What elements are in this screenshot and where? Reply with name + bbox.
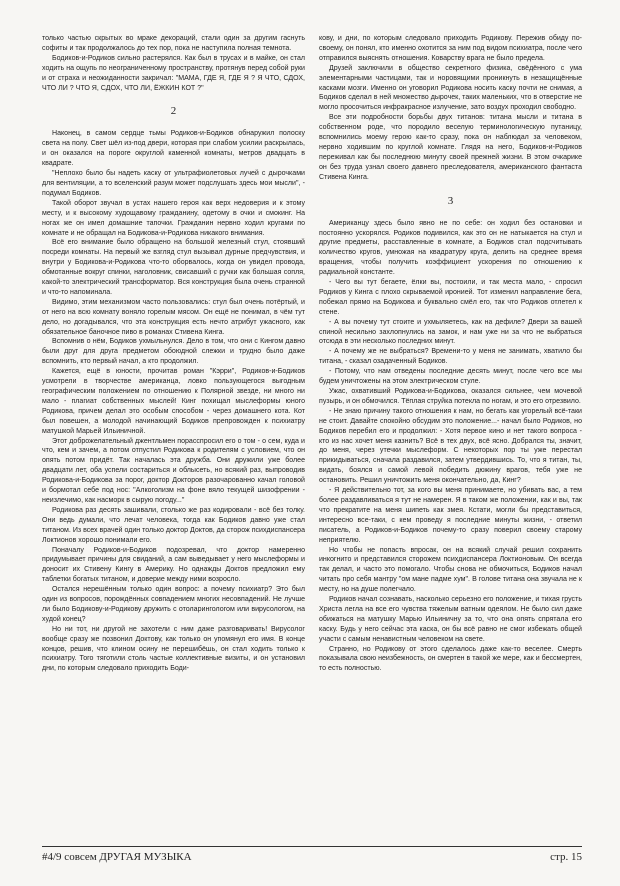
right-column bbox=[319, 34, 582, 844]
paragraph: - А почему же не выбраться? Времени-то у меня не занимать, хватило бы титана, - сказал озадаченный Бодиков. bbox=[319, 348, 582, 366]
paragraph: - Я действительно тот, за кого вы меня принимаете, но убивать вас, а тем более раздавливаться я тут не намерен. Я в таком же положении, как и вы, так что прекратите на меня шипеть как змея. Кстати, могли бы представиться, интересно все-таки, с кем проведу я последние минуты жизни, - ответил писатель, а Родиков-и-Бодиков почему-то сразу поверил своему старому неприятелю. bbox=[319, 487, 582, 544]
magazine-issue-title: #4/9 совсем ДРУГАЯ МУЗЫКА bbox=[42, 851, 192, 863]
paragraph: Видимо, этим механизмом часто пользовались: стул был очень потёртый, и от него на всю комнату воняло горелым мясом. Он ещё не понимал, в чём тут дело, но догадывался, что эта конструкция есть нечто атрибут ужасного, как обязательное баночное пиво в романах Стивена Кинга. bbox=[42, 298, 305, 336]
paragraph: Странно, но Родикову от этого сделалось даже как-то веселее. Смерть показывала свою неизбежность, он смертен в такой же мере, как и бессмертен, то есть полностью. bbox=[319, 645, 582, 673]
paragraph: Друзей заключили в общество секретного физика, свёдённого с ума элементарными частицами, так и норовящими проникнуть в незащищённые касками мозги. Именно он уговорил Родикова носить каску почти не снимая, а Бодиков сделал в ней множество дырочек, таких маленьких, что в отверстие не могло просочиться инфракрасное излучение, зато воздух проходил свободно. bbox=[319, 64, 582, 112]
paragraph: Но ни тот, ни другой не захотели с ним даже разговаривать! Вирусолог вообще сразу же позвонил Доктову, как только он упомянул его имя. В конце концов, решив, что клином осину не перешибёшь, он стал ходить только к психиатру. Того тяготили столь частые коллективные визиты, и он установил дни, по которым следовало приходить Боди- bbox=[42, 625, 305, 673]
paragraph: Все эти подробности борьбы двух титанов: титана мысли и титана в собственном роде, что породило веселую терминологическую путаницу, вспомнились моему герою как-то сразу, пока он наблюдал за человеком, нервно ходившим по круглой комнате. Глядя на него, Бодиков-и-Родиков переживал как бы последнюю минуту своей прежней жизни. В этом очкарике он без труда узнал своего давнего преследователя, американского фантаста Стивена Кинга. bbox=[319, 114, 582, 181]
paragraph: - Чего вы тут бегаете, ёлки вы, постоили, и так места мало, - спросил Родиков у Кинга с плохо скрываемой иронией. Тот изменил направление бега, побежал прямо на Бодикова и буквально смёл его, так что Родиков отлетел к стене. bbox=[319, 279, 582, 316]
paragraph: Родикова раз десять зашивали, столько же раз кодировали - всё без толку. Они ведь думали, что лечат человека, тогда как Бодиков давно уже стал титаном. Из всех врачей один только доктор Доктов, да сторож психдиспансера Локтионов хорошо понимали его. bbox=[42, 506, 305, 544]
paragraph: Американцу здесь было явно не по себе: он ходил без остановки и постоянно ускорялся. Родиков подивился, как это он не натыкается на стул и другие предметы, расставленные в комнате, а Бодиков стал подсчитывать количество кругов, умножая на квадратуру круга, делить на среднее время вращения, чтобы получить коэффициент ускорения по отношению к радиальной константе. bbox=[319, 219, 582, 277]
paragraph: Бодиков-и-Родиков сильно растерялся. Как был в трусах и в майке, он стал ходить на ощупь по неограниченному пространству, протянув перед собой руки и от страха и неожиданности закричал: "МАМА, ГДЕ Я, ГДЕ Я ? Я ЧТО, СДОХ, ЧТО ЛИ ? ЧТО Я, СДОХ, ЧТО ЛИ, ЁЖКИН КОТ ?" bbox=[42, 54, 305, 92]
paragraph: - Не знаю причину такого отношения к нам, но бегать как угорелый всё-таки не стоит. Давайте спокойно обсудим это положение...- начал было Родиков, но Бодиков перебил его и продолжил: - Хотя первое кино и нет такого вопроса - кто из нас хочет меня казнить? Всё в тех двух, всё ясно. Добрался ты, значит, до меня, через утечки мыслеформ. С некоторых пор ты уже перестал прикидываться, сначала раздавился, затем утвердившись. То, что я титан, ты, видать, боялся и самой левой победить дюжину врагов, тебя уже не остановить. Решил уничтожить меня окончательно, да, Кинг? bbox=[319, 407, 582, 485]
section-number: 2 bbox=[170, 105, 177, 118]
paragraph: Кажется, ещё в юности, прочитав роман "Кэрри", Родиков-и-Бодиков усмотрели в творчестве американца, ловко пользующегося выгодным географическим положением по отношению к Полярной звезде, ни много ни мало - плагиат собственных мыслей! Кинг похищал мыслеформы юного Родикова, причем делал это особым способом - через домашнего кота. Кот был повешен, а молодой начинающий Бодиков препровожден к психиатру матушкой Марьей Ильиничной. bbox=[42, 368, 305, 435]
paragraph: Этот доброжелательный джентльмен порасспросил его о том - о сем, куда и что, кем и зачем, а потом отпустил Родикова к родителям с условием, что он опять потом придёт. Так началась эта дружба. Они дружили уже более двадцати лет, оба успели состариться и облысеть, но всякий раз, выпроводив Родикова-и-Бодикова за порог, доктор Докторов разочарованно качал головой и бормотал себе под нос: "Алкоголизм на фоне вяло текущей шизофрении - неизлечимо, как насморк в сырую погоду..." bbox=[42, 437, 305, 504]
paragraph: кову, и дни, по которым следовало приходить Родикову. Пережив обиду по-своему, он понял, кто именно охотится за ним под видом психиатра, после чего отправился выяснять отношения. Коварству врага не было предела. bbox=[319, 35, 582, 62]
page-number: стр. 15 bbox=[550, 851, 582, 863]
paragraph: "Неплохо было бы надеть каску от ультрафиолетовых лучей с дырочками для вентиляции, а то вселенский разум может подслушать здесь мои мысли", - подумал Бодиков. bbox=[42, 170, 305, 197]
text-columns bbox=[42, 34, 582, 844]
paragraph: Родиков начал сознавать, насколько серьезно его положение, и тихая грусть Христа легла на все его чувства тяжелым ватным одеялом. Не было сил даже обижаться на матушку Марью Ильиничну за то, что она опять спрятала его каску. Будь у него сейчас эта каска, он бы всё равно не смог избежать общей участи с самым ненавистным человеком на свете. bbox=[319, 596, 582, 643]
paragraph: Ужас, охвативший Родикова-и-Бодикова, оказался сильнее, чем мочевой пузырь, и он обмочился. Тёплая струйка потекла по ногам, и это его отрезвило. bbox=[319, 388, 582, 405]
paragraph: только частью скрытых во мраке декораций, стали один за другим гаснуть софиты и так продолжалось до тех пор, пока не наступила полная темнота. bbox=[42, 35, 305, 52]
paragraph: Такой оборот звучал в устах нашего героя как верх недоверия и к этому месту, и к высокому худощавому гражданину, одетому в очки и смокинг. На ногах же он имел домашние тапочки. Гражданин нервно ходил кругами по комнате и не обращал на Бодикова-и-Родикова никакого внимания. bbox=[42, 199, 305, 237]
paragraph: Поначалу Родиков-и-Бодиков подозревал, что доктор намеренно придумывает причины для свиданий, а сам выведывает у него мыслеформы и доносит их Стивену Кингу в Америку. Но однажды Доктов предложил ему таблетки богатых титаном, и доверие между ними возросло. bbox=[42, 546, 305, 584]
paragraph: Остался нерешённым только один вопрос: а почему психиатр? Это был один из вопросов, порождённых совпадением многих несовпадений. Не лучше ли было Бодикову-и-Родикову дружить с отоларингологом или вирусологом, на худой конец? bbox=[42, 586, 305, 623]
section-number: 3 bbox=[447, 194, 454, 207]
page-footer bbox=[42, 846, 582, 863]
paragraph: Вспомнив о нём, Бодиков ухмыльнулся. Дело в том, что они с Кингом давно были друг для друга предметом обоюдной слежки и трудно было даже вспомнить, кто первый начал, а кто продолжил. bbox=[42, 338, 305, 366]
paragraph: - Потому, что нам отведены последние десять минут, после чего все мы будем уничтожены на этом электрическом стуле. bbox=[319, 368, 582, 386]
paragraph: Наконец, в самом сердце тьмы Родиков-и-Бодиков обнаружил полоску света на полу. Свет шёл из-под двери, которая при слабом усилии раскрылась, и он оказался на пороге округлой каменной комнаты, метров двадцать в квадрате. bbox=[42, 130, 305, 168]
paragraph: Но чтобы не попасть впросак, он на всякий случай решил сохранить инкогнито и представился сторожем психдиспансера Локтионовым. Он всегда так делал, и часто это помогало. Чтобы снова не обмочиться, Бодиков начал читать про себя мантру "ом мане падме хум". В голове титана она звучала не к месту, но на душе полегчало. bbox=[319, 546, 582, 594]
paragraph: Всё его внимание было обращено на большой железный стул, стоявший посреди комнаты. На первый же взгляд стул вызывал дурные предчувствия, и внутри у Бодикова-и-Родикова что-то оборвалось, когда он увидел провода, обмотанные вокруг спинки, наголовник, свисавший с ручки как большая сопля, какой-то электрический трансформатор. Вся конструкция была очень странной и что-то напоминала. bbox=[42, 239, 305, 296]
paragraph: - А вы почему тут стоите и ухмыляетесь, как на дефиле? Двери за вашей спиной несильно захлопнулись на замок, и нам уже ни за что не выбраться отсюда в эти несколько последних минут. bbox=[319, 318, 582, 346]
left-column bbox=[42, 34, 305, 844]
